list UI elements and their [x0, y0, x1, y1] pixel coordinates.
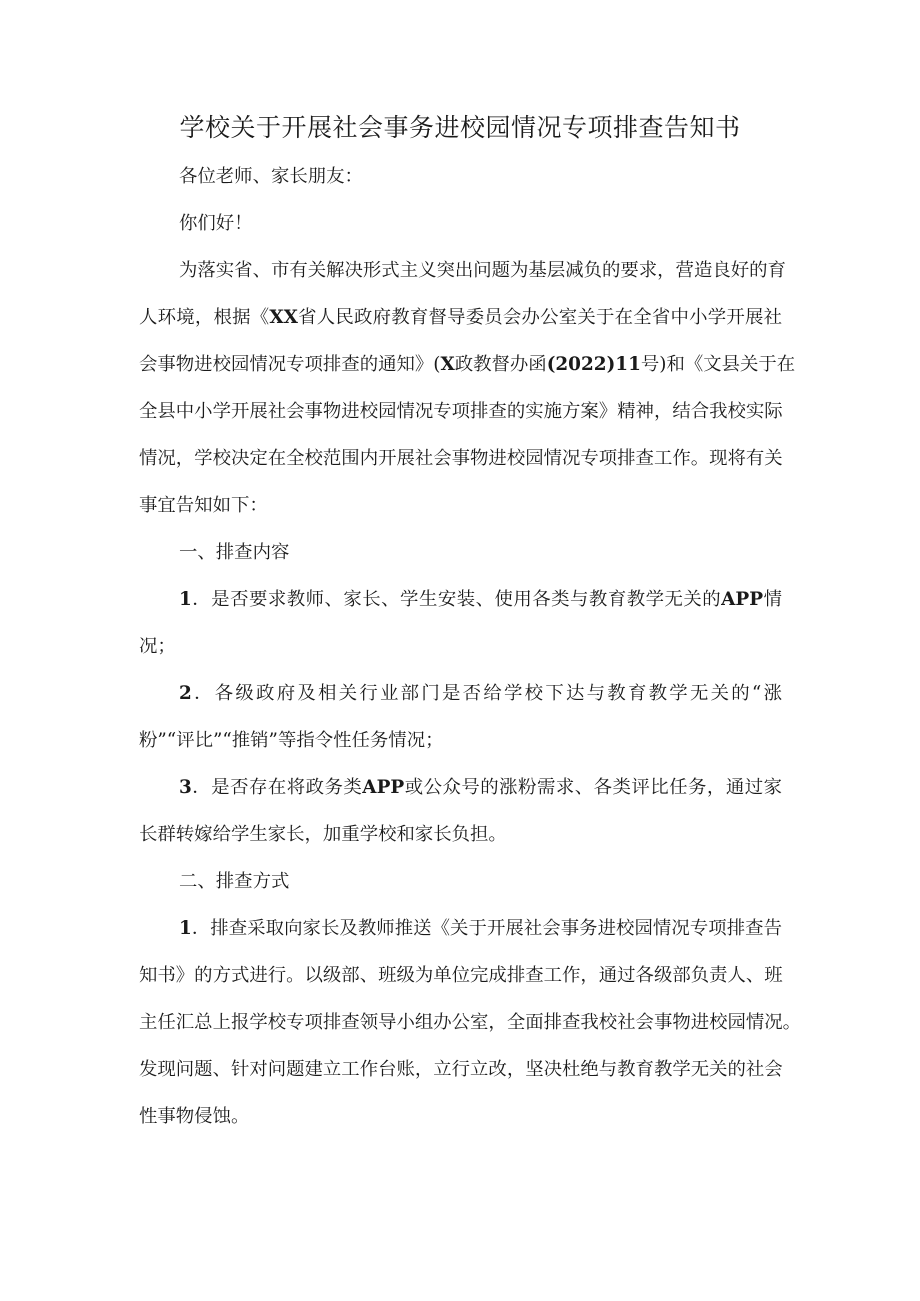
item-number: 2 — [179, 683, 192, 704]
section2-item-1-line-1 — [179, 916, 782, 942]
intro-line-1: 为落实省、市有关解决形式主义突出问题为基层减负的要求，营造良好的育 — [179, 260, 786, 281]
app-term: APP — [362, 777, 405, 798]
intro-line-5: 情况，学校决定在全校范围内开展社会事物进校园情况专项排查工作。现将有关 — [139, 448, 783, 469]
section1-item-3-line-1 — [179, 775, 782, 801]
text-segment: 会事物进校园情况专项排查的通知》( — [139, 354, 441, 375]
item-number: 1 — [179, 589, 192, 610]
app-term: APP — [721, 589, 764, 610]
section1-item-2-line-2: 粉”“评比”“推销”等指令性任务情况； — [139, 730, 444, 751]
doc-number: (2022)11 — [546, 354, 641, 375]
doc-prefix: X — [440, 354, 455, 375]
text-segment: 情 — [763, 589, 782, 610]
text-segment: ．是否要求教师、家长、学生安装、使用各类与教育教学无关的 — [191, 589, 722, 610]
section2-item-1-line-3: 主任汇总上报学校专项排查领导小组办公室，全面排查我校社会事物进校园情况。 — [139, 1012, 802, 1033]
salutation: 各位老师、家长朋友： — [179, 166, 363, 187]
intro-line-2 — [139, 305, 782, 331]
section1-item-2-line-1 — [179, 681, 782, 707]
text-segment: 省人民政府教育督导委员会办公室关于在全省中小学开展社 — [297, 307, 782, 328]
province-name: XX — [269, 307, 298, 328]
section2-item-1-line-4: 发现问题、针对问题建立工作台账，立行立改，坚决杜绝与教育教学无关的社会 — [139, 1059, 783, 1080]
text-segment: ．是否存在将政务类 — [191, 777, 363, 798]
section1-item-3-line-2: 长群转嫁给学生家长，加重学校和家长负担。 — [139, 824, 507, 845]
section2-item-1-line-5: 性事物侵蚀。 — [139, 1106, 250, 1127]
greeting: 你们好！ — [179, 213, 253, 234]
intro-line-6: 事宜告知如下： — [139, 495, 268, 516]
section1-item-1-line-1 — [179, 587, 782, 613]
document-title: 学校关于开展社会事务进校园情况专项排查告知书 — [179, 113, 741, 142]
section1-heading: 一、排查内容 — [179, 542, 290, 563]
text-segment: 或公众号的涨粉需求、各类评比任务，通过家 — [404, 777, 782, 798]
text-segment: 政教督办函 — [454, 354, 547, 375]
section2-heading: 二、排查方式 — [179, 871, 290, 892]
section2-item-1-line-2: 知书》的方式进行。以级部、班级为单位完成排查工作，通过各级部负责人、班 — [139, 965, 783, 986]
item-number: 1 — [179, 918, 192, 939]
intro-line-3 — [139, 352, 796, 378]
text-segment: ．各级政府及相关行业部门是否给学校下达与教育教学无关的“涨 — [191, 683, 782, 704]
text-segment: 号)和《文县关于在 — [640, 354, 796, 375]
text-segment: ．排查采取向家长及教师推送《关于开展社会事务进校园情况专项排查告 — [191, 918, 782, 939]
text-segment: 人环境，根据《 — [139, 307, 270, 328]
section1-item-1-line-2: 况； — [139, 636, 176, 657]
item-number: 3 — [179, 777, 192, 798]
intro-line-4: 全县中小学开展社会事物进校园情况专项排查的实施方案》精神，结合我校实际 — [139, 401, 783, 422]
